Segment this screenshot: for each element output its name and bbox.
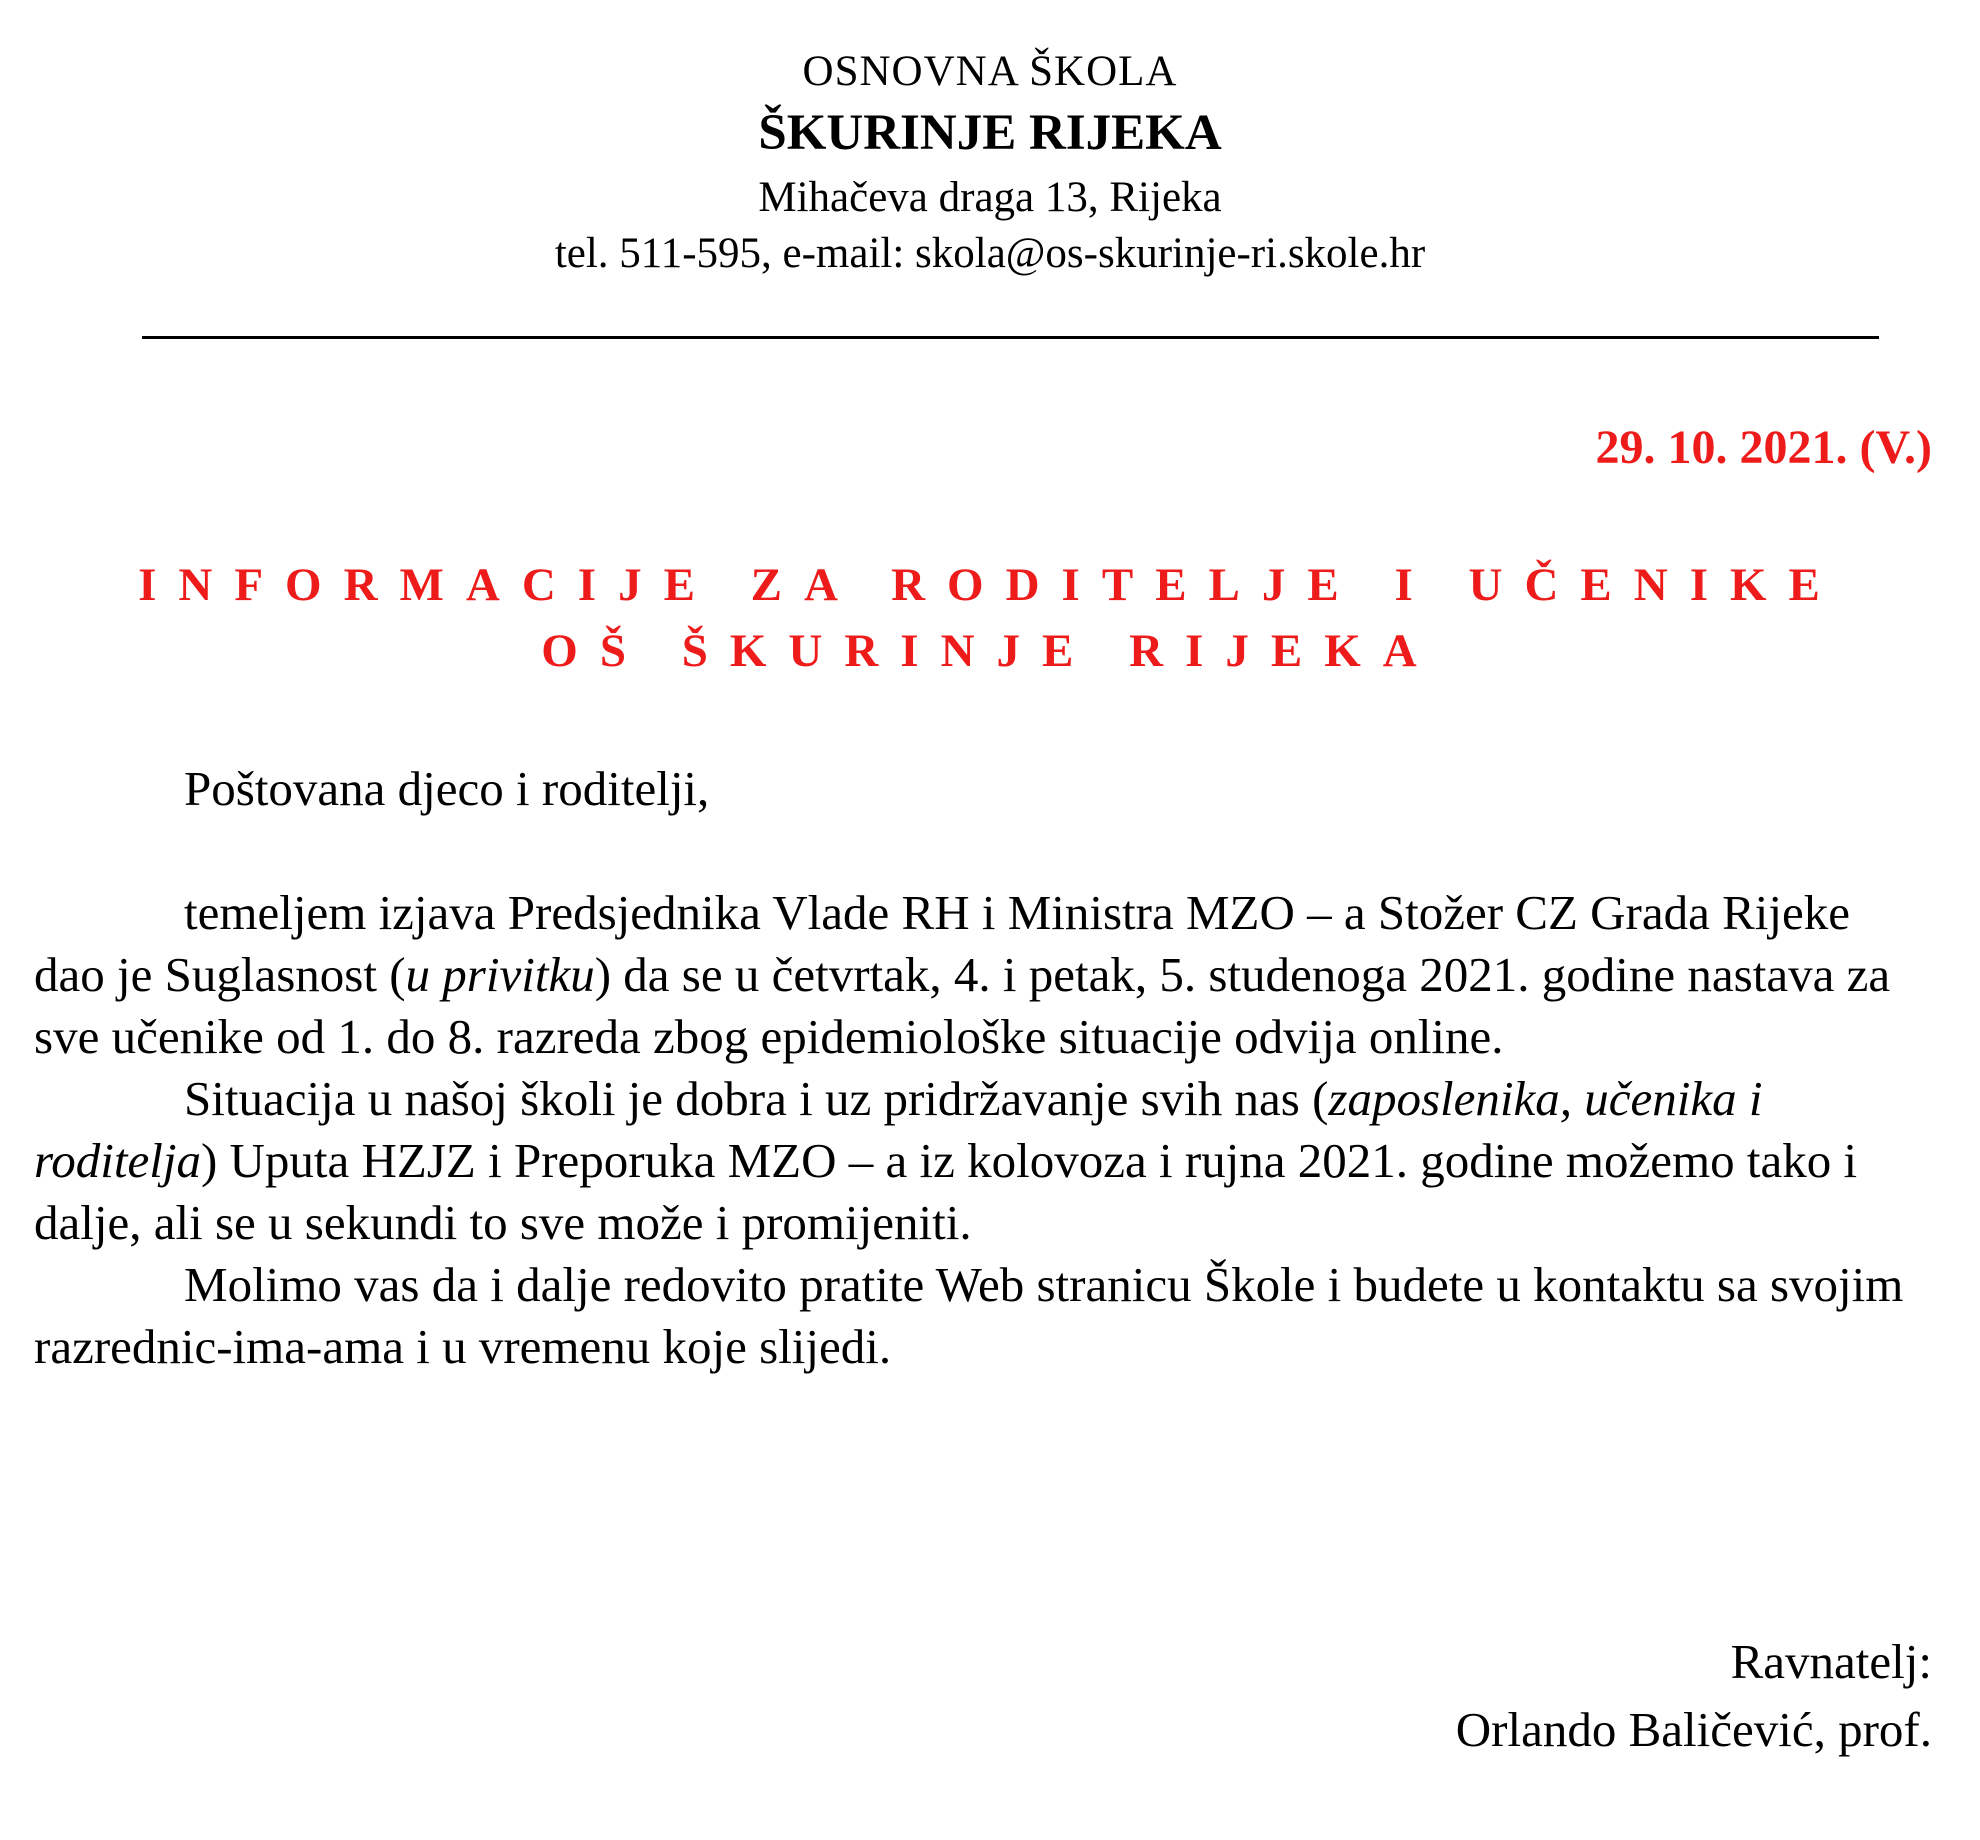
school-type: OSNOVNA ŠKOLA: [802, 48, 1178, 95]
document-date: 29. 10. 2021. (V.): [1595, 421, 1932, 474]
paragraph-1-italic: u privitku: [405, 947, 595, 1002]
paragraph-2-italic: zaposlenika, učenika i roditelja: [34, 1071, 1763, 1188]
salutation: Poštovana djeco i roditelji,: [184, 761, 710, 816]
paragraph-1-text-b: ) da se u četvrtak, 4. i petak, 5. studenoga 2021. godine nastava za sve učenike od 1. do 8. razreda zbog epidemiološke situacije odvija online.: [34, 947, 1891, 1064]
signature-role: Ravnatelj:: [1730, 1634, 1932, 1689]
signature-name: Orlando Baličević, prof.: [1455, 1702, 1932, 1757]
school-name: ŠKURINJE RIJEKA: [758, 105, 1222, 161]
school-contact: tel. 511-595, e-mail: skola@os-skurinje-ri.skole.hr: [554, 230, 1426, 277]
title-line-1: INFORMACIJE ZA RODITELJE I UČENIKE: [138, 559, 1842, 611]
paragraph-2: [34, 1068, 1914, 1254]
paragraph-3: Molimo vas da i dalje redovito pratite Web stranicu Škole i budete u kontaktu sa svojim razrednic-ima-ama i u vremenu koje slijedi.: [34, 1257, 1904, 1374]
paragraph-2-text-a: Situacija u našoj školi je dobra i uz pridržavanje svih nas (: [184, 1071, 1329, 1126]
signature-block: [1456, 1628, 1932, 1764]
letterhead-divider: [142, 336, 1879, 339]
paragraph-1: [34, 882, 1914, 1068]
letterhead: [0, 44, 1980, 282]
paragraph-1-text-a: temeljem izjava Predsjednika Vlade RH i Ministra MZO – a Stožer CZ Grada Rijeke dao je Suglasnost (: [34, 885, 1851, 1002]
title-line-2: OŠ ŠKURINJE RIJEKA: [541, 625, 1439, 677]
document-title: [0, 552, 1980, 684]
letter-body: [34, 758, 1914, 1378]
paragraph-2-text-b: ) Uputa HZJZ i Preporuka MZO – a iz kolovoza i rujna 2021. godine možemo tako i dalje, ali se u sekundi to sve može i promijeniti.: [34, 1133, 1858, 1250]
school-address: Mihačeva draga 13, Rijeka: [758, 174, 1222, 221]
